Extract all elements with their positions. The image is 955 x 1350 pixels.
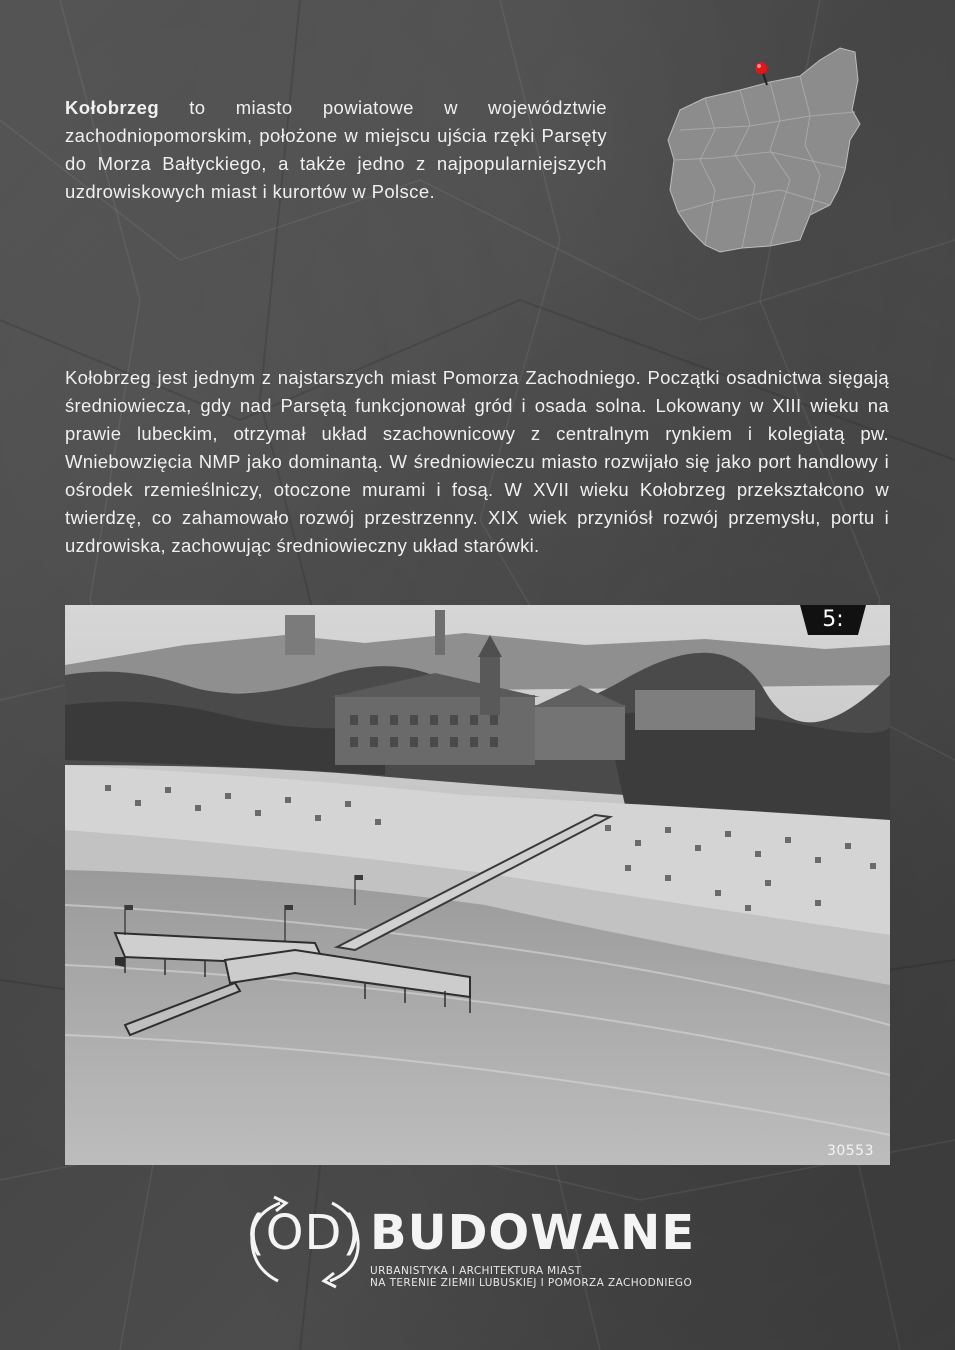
odbudowane-logo bbox=[244, 1195, 704, 1295]
intro-paragraph bbox=[65, 94, 607, 206]
logo-od: (OD) bbox=[246, 1205, 363, 1261]
plate-number-tag bbox=[800, 605, 866, 635]
map-pin-icon bbox=[755, 62, 767, 74]
logo-subtitle bbox=[370, 1265, 692, 1289]
city-name: Kołobrzeg bbox=[65, 97, 160, 118]
logo-subtitle-line2: NA TERENIE ZIEMII LUBUSKIEJ I POMORZA ZACHODNIEGO bbox=[370, 1277, 693, 1289]
archive-number: 30553 bbox=[826, 1143, 874, 1159]
region-map bbox=[660, 40, 865, 260]
logo-subtitle-line1: URBANISTYKA I ARCHITEKTURA MIAST bbox=[370, 1265, 582, 1277]
region-map-icon bbox=[660, 40, 865, 260]
logo-budowane: BUDOWANE bbox=[370, 1205, 696, 1261]
intro-text: to miasto powiatowe w województwie zachodniopomorskim, położone w miejscu ujścia rzęki Parsęty do Morza Bałtyckiego, a także jedno z najpopularniejszych uzdrowiskowych miast i kurortów w Polsce. bbox=[65, 97, 607, 202]
plate-number: 5: bbox=[822, 607, 844, 632]
logo-wordmark bbox=[246, 1203, 696, 1263]
history-paragraph: Kołobrzeg jest jednym z najstarszych miast Pomorza Zachodniego. Początki osadnictwa sięgają średniowiecza, gdy nad Parsętą funkcjonował gród i osada solna. Lokowany w XIII wieku na prawie lubeckim, otrzymał układ szachownicowy z centralnym rynkiem i kolegiatą pw. Wniebowzięcia NMP jako dominantą. W średniowieczu miasto rozwijało się jako port handlowy i ośrodek rzemieślniczy, otoczone murami i fosą. W XVII wieku Kołobrzeg przekształcono w twierdzę, co zahamowało rozwój przestrzenny. XIX wiek przyniósł rozwój przemysłu, portu i uzdrowiska, zachowując średniowieczny układ starówki. bbox=[65, 367, 889, 556]
historical-aerial-photo bbox=[65, 605, 890, 1165]
